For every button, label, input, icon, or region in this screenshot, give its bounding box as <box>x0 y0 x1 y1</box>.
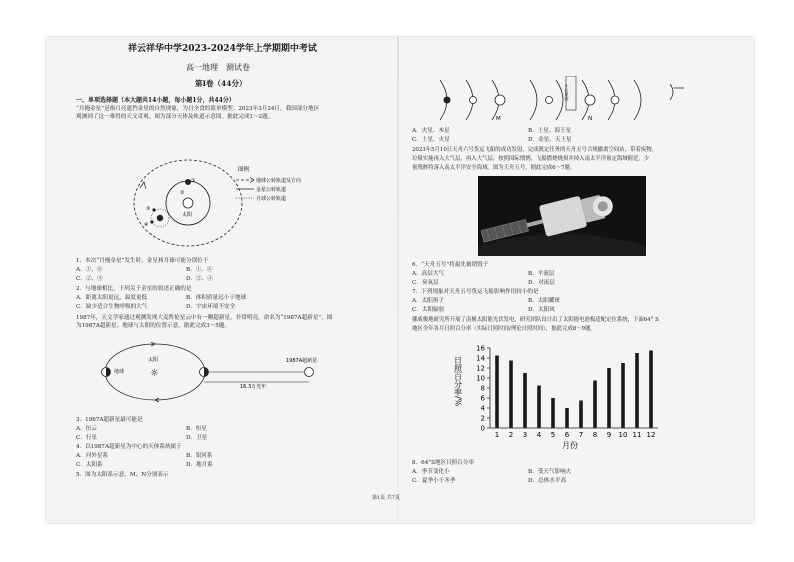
q1-stem: 1．本次“月掩金星”发生时，金星和月球可能分别位于 <box>76 258 209 264</box>
position-3: ③ <box>146 206 151 212</box>
q5-option-d: D．金星、天王星 <box>528 137 572 143</box>
orbit-arc-8 <box>634 80 641 120</box>
q4-option-d: D．地月系 <box>186 462 213 468</box>
x-tick-label: 11 <box>632 431 642 439</box>
y-tick-label: 14 <box>476 354 485 363</box>
para2-line-2: 为1987A超新星、地球与太阳的位置示意。据此完成3～5题。 <box>76 323 231 329</box>
tianzhou-photo-art <box>478 176 646 256</box>
x-ticks <box>495 431 656 439</box>
q8-stem: 8．64°S地区日照百分率 <box>412 460 475 466</box>
x-tick-label: 8 <box>592 431 598 439</box>
x-tick-label: 9 <box>606 431 612 439</box>
y-tick-label: 16 <box>476 344 485 353</box>
q2-option-a: A．距离太阳更远，温度更低 <box>76 295 148 301</box>
label-belt: 小行星带 <box>564 84 570 101</box>
bar-month-2 <box>509 361 513 429</box>
q7-option-a: A．太阳黑子 <box>412 298 445 304</box>
para3-line-3: 量残骸将落入南太平洋安全海域。图为天舟五号。据此完成6～7题。 <box>412 165 576 171</box>
legend-earth-label: 地球公转轨道及方向 <box>256 178 302 184</box>
y-ticks <box>476 345 490 433</box>
q3-option-b: B．恒星 <box>186 426 207 432</box>
bar-month-4 <box>537 386 541 429</box>
planet-orbit-strip <box>432 76 692 124</box>
planet-n <box>585 95 595 105</box>
planet-5 <box>546 97 553 104</box>
x-tick-label: 10 <box>618 431 628 439</box>
bar-month-6 <box>565 408 569 428</box>
q8-option-d: D．总体水平高 <box>528 478 567 484</box>
subject-title: 高一地理 测试卷 <box>186 63 250 72</box>
label-m: M <box>496 116 501 122</box>
position-2: ② <box>180 190 185 196</box>
x-axis-label: 月份 <box>562 441 578 450</box>
y-tick-label: 8 <box>480 384 485 393</box>
earth-right-shade <box>204 368 209 377</box>
legend-title: 图例 <box>238 167 250 173</box>
q7-option-d: D．太阳风 <box>528 307 555 313</box>
distance-label: 16.3万光年 <box>240 384 267 390</box>
position-1: ① <box>191 178 196 184</box>
q4-option-a: A．河外星系 <box>76 453 109 459</box>
para3-line-1: 2023年5月10日天舟六号货运飞船的成功发射，完成既定任务的天舟五号合规撤离空间站，带着废物、 <box>412 147 658 153</box>
para3-line-2: 垃圾实施再入大气层，再入大气层，按照国际惯例，飞船燃烧烧损并掉入南太平洋预定海域附近，少 <box>412 156 650 162</box>
y-tick-label: 10 <box>476 374 485 383</box>
bar-month-1 <box>495 356 499 429</box>
sun-symbol <box>183 198 193 208</box>
moon-2 <box>150 220 153 223</box>
para2-line-1: 1987年，天文学家通过观测发现大麦哲伦星云中有一颗超新星。非常明亮，命名为“1987A超新星”，图 <box>76 315 333 321</box>
q2-option-d: D．宇宙环境不安全 <box>186 304 236 310</box>
q2-option-b: B．体积质量远小于地球 <box>186 295 247 301</box>
q6-option-a: A．高层大气 <box>412 271 445 277</box>
x-tick-label: 1 <box>494 431 500 439</box>
planet-7 <box>611 96 619 104</box>
sun-label-2: 太阳 <box>148 357 159 363</box>
q5-option-c: C．土星、火星 <box>412 137 450 143</box>
q5-option-b: B．土星、海王星 <box>528 128 572 134</box>
bar-month-3 <box>523 373 527 428</box>
tianzhou-photo <box>478 176 646 256</box>
q4-option-b: B．银河系 <box>186 453 213 459</box>
section-heading: 一、单项选择题（本大题共14小题，每小题1分，共44分） <box>76 97 235 104</box>
label-n: N <box>588 116 593 122</box>
orbit-arc-4 <box>530 80 537 120</box>
y-axis-label: 日照百分率/% <box>453 356 463 407</box>
q3-option-a: A．恒云 <box>76 426 97 432</box>
earth-left-shade <box>106 368 111 377</box>
bar-month-5 <box>551 398 555 428</box>
q8-option-c: C．夏季小于冬季 <box>412 478 456 484</box>
sunshine-chart <box>452 340 672 452</box>
x-tick-label: 3 <box>522 431 528 439</box>
bar-month-11 <box>635 353 639 428</box>
q5-stem: 5．图为太阳系示意，M、N分别表示 <box>76 472 169 478</box>
q3-option-c: C．行星 <box>76 435 98 441</box>
x-tick-label: 5 <box>550 431 556 439</box>
orbit-diagram <box>130 158 310 250</box>
sun-icon: ☼ <box>150 368 159 379</box>
q7-option-c: C．太阳辐射 <box>412 307 445 313</box>
q3-option-d: D．卫星 <box>186 435 208 441</box>
q5-option-a: A．火星、木星 <box>412 128 450 134</box>
x-tick-label: 7 <box>578 431 584 439</box>
y-tick-label: 12 <box>476 364 485 373</box>
x-tick-label: 2 <box>508 431 514 439</box>
exam-title: 祥云祥华中学2023-2024学年上学期期中考试 <box>128 44 317 54</box>
q6-stem: 6．“天舟五号”将最先被销毁于 <box>412 262 489 268</box>
q4-stem: 4．以1987A超新星为中心的天体系统属于 <box>76 444 182 450</box>
q8-option-b: B．受天气影响大 <box>528 469 572 475</box>
bar-month-8 <box>593 381 597 429</box>
moon-1 <box>152 208 155 211</box>
q6-option-b: B．平流层 <box>528 271 555 277</box>
y-tick-label: 2 <box>480 414 485 423</box>
q2-option-c: C．缺少适合生物呼吸的大气 <box>76 304 148 310</box>
planet-2 <box>470 97 477 104</box>
y-tick-label: 4 <box>480 404 485 413</box>
supernova-symbol <box>305 368 314 377</box>
q1-option-b: B．①、④ <box>186 267 213 273</box>
planet-m <box>495 95 505 105</box>
page-fold <box>397 37 399 523</box>
y-tick-label: 0 <box>480 424 485 433</box>
bar-month-9 <box>607 368 611 428</box>
x-tick-label: 6 <box>564 431 570 439</box>
q2-stem: 2．与地球相比，下列关于金星的叙述正确的是 <box>76 286 192 292</box>
q6-option-d: D．对流层 <box>528 280 555 286</box>
bar-month-7 <box>579 401 583 429</box>
q6-option-c: C．臭氧层 <box>412 280 439 286</box>
sun-label: 太阳 <box>182 212 193 218</box>
q4-option-c: C．太阳系 <box>76 462 103 468</box>
orbit-arc-5 <box>556 80 563 120</box>
q8-option-a: A．季节变化小 <box>412 469 450 475</box>
q7-option-b: B．太阳耀斑 <box>528 298 561 304</box>
orbit-direction-arrow <box>140 182 146 189</box>
page-footer: 第1页 共7页 <box>372 495 400 501</box>
earth-label-2: 地球 <box>114 369 125 375</box>
intro-line-1: “月掩金星”是指月亮遮挡金星的自然现象，为日全食的简单模型。2023年3月24日，我国部分地区 <box>76 106 320 112</box>
legend-moon-label: 月球公转轨道 <box>256 196 287 202</box>
q1-option-c: C．②、③ <box>76 276 103 282</box>
legend-venus-label: 金星公转轨道 <box>256 187 287 193</box>
y-tick-label: 6 <box>480 394 485 403</box>
q3-stem: 3．1987A超新星最可能是 <box>76 417 143 423</box>
supernova-diagram <box>100 342 330 408</box>
comet-mark <box>670 84 684 100</box>
q1-option-a: A．①、④ <box>76 267 103 273</box>
q7-stem: 7．下列现象对天舟五号货运飞船影响作用较小的是 <box>412 289 539 295</box>
x-tick-label: 12 <box>646 431 656 439</box>
bars <box>495 351 653 429</box>
earth-planet <box>157 215 163 221</box>
planet-1 <box>444 97 451 104</box>
supernova-label: 1987A超新星 <box>286 358 318 364</box>
para4-line-1: 挪威极地研究所开展了南极太阳能光伏发电，研究团队设计出了太阳能电池板适配定位系统，下面64° S <box>412 317 659 323</box>
q1-option-d: D．②、④ <box>186 276 213 282</box>
para4-line-2: 地区全年各月日照百分率（实际日照时间/理论日照时间），据此完成8～9题。 <box>412 326 596 332</box>
bar-month-12 <box>649 351 653 429</box>
bar-month-10 <box>621 363 625 428</box>
x-tick-label: 4 <box>536 431 542 439</box>
part-title: 第Ⅰ卷（44分） <box>195 79 247 88</box>
intro-line-2: 观测到了这一难得的天文奇观。图为部分天体及轨道示意图。据此完成1～2题。 <box>76 114 274 120</box>
position-4: ④ <box>144 222 149 228</box>
